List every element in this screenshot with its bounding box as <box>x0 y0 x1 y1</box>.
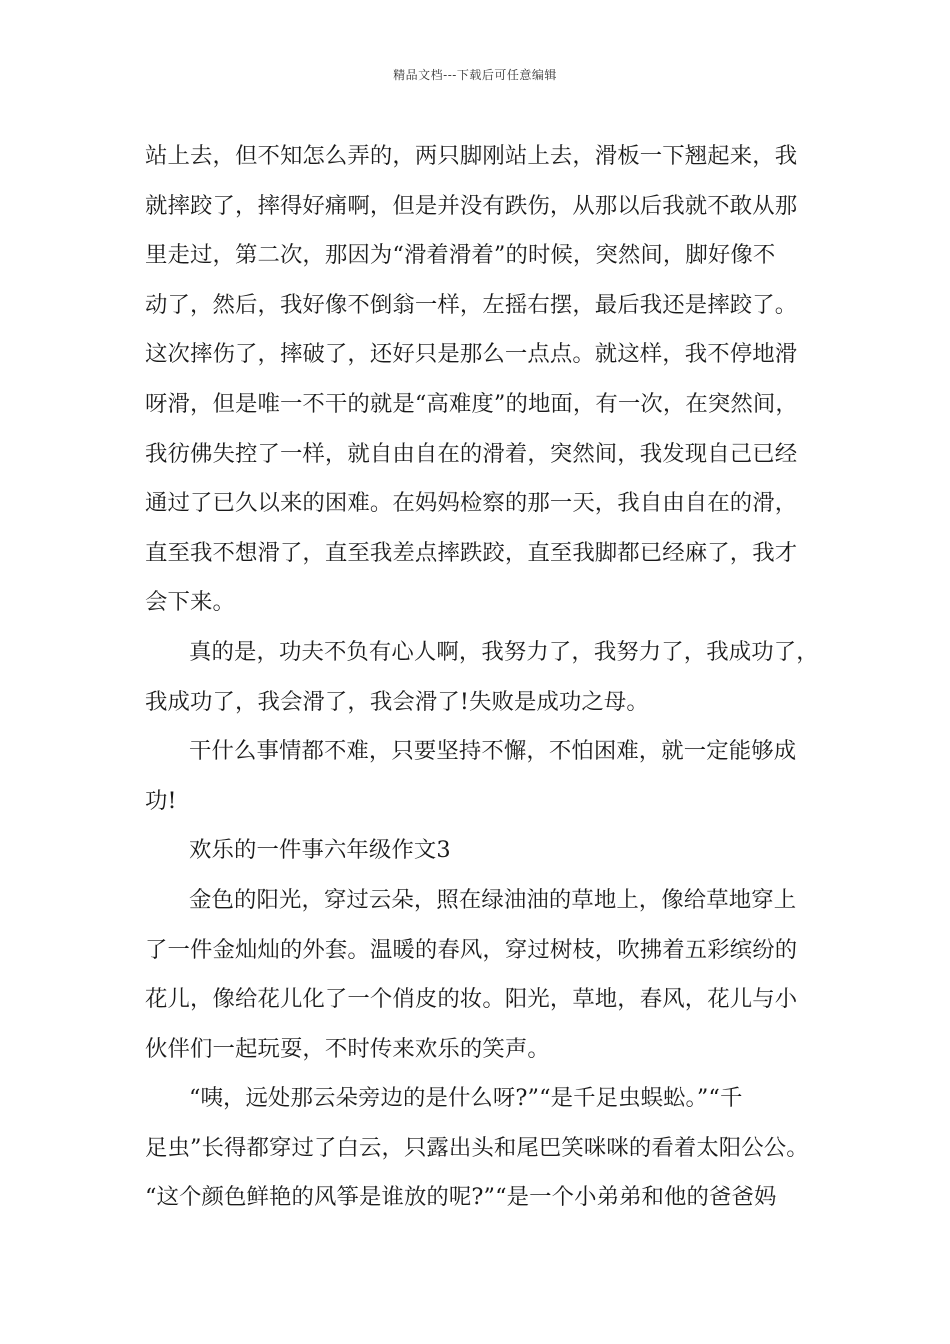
paragraph-first-line: 真的是，功夫不负有心人啊，我努力了，我努力了，我成功了， <box>189 638 819 665</box>
section-heading: 欢乐的一件事六年级作文3 <box>189 837 451 864</box>
text-line: 足虫”长得都穿过了白云，只露出头和尾巴笑咪咪的看着太阳公公。 <box>145 1134 809 1161</box>
text-line: 就摔跤了，摔得好痛啊，但是并没有跌伤，从那以后我就不敢从那 <box>145 192 798 219</box>
text-line: “这个颜色鲜艳的风筝是谁放的呢?”“是一个小弟弟和他的爸爸妈 <box>145 1184 777 1211</box>
document-body <box>145 132 825 1223</box>
text-line: 伙伴们一起玩耍，不时传来欢乐的笑声。 <box>145 1035 550 1062</box>
text-line: 直至我不想滑了，直至我差点摔跌跤，直至我脚都已经麻了，我才 <box>145 539 798 566</box>
text-line: 通过了已久以来的困难。在妈妈检察的那一天，我自由自在的滑， <box>145 490 798 517</box>
paragraph-first-line: 金色的阳光，穿过云朵，照在绿油油的草地上，像给草地穿上 <box>189 886 797 913</box>
text-line: 动了，然后，我好像不倒翁一样，左摇右摆，最后我还是摔跤了。 <box>145 291 798 318</box>
text-line: 这次摔伤了，摔破了，还好只是那么一点点。就这样，我不停地滑 <box>145 341 798 368</box>
page-header: 精品文档---下载后可任意编辑 <box>393 68 557 82</box>
text-line: 花儿，像给花儿化了一个俏皮的妆。阳光，草地，春风，花儿与小 <box>145 986 798 1013</box>
text-line: 了一件金灿灿的外套。温暖的春风，穿过树枝，吹拂着五彩缤纷的 <box>145 936 798 963</box>
text-line: 呀滑，但是唯一不干的就是“高难度”的地面，有一次，在突然间， <box>145 390 798 417</box>
text-line: 功! <box>145 787 177 814</box>
text-line: 我成功了，我会滑了，我会滑了!失败是成功之母。 <box>145 688 649 715</box>
paragraph-first-line: “咦，远处那云朵旁边的是什么呀?”“是千足虫蜈蚣。”“千 <box>189 1085 743 1112</box>
text-line: 会下来。 <box>145 589 235 616</box>
text-line: 里走过，第二次，那因为“滑着滑着”的时候，突然间，脚好像不 <box>145 242 776 269</box>
text-line: 我彷佛失控了一样，就自由自在的滑着，突然间，我发现自己已经 <box>145 440 798 467</box>
paragraph-first-line: 干什么事情都不难，只要坚持不懈，不怕困难，就一定能够成 <box>189 738 797 765</box>
text-line: 站上去，但不知怎么弄的，两只脚刚站上去，滑板一下翘起来，我 <box>145 143 798 169</box>
